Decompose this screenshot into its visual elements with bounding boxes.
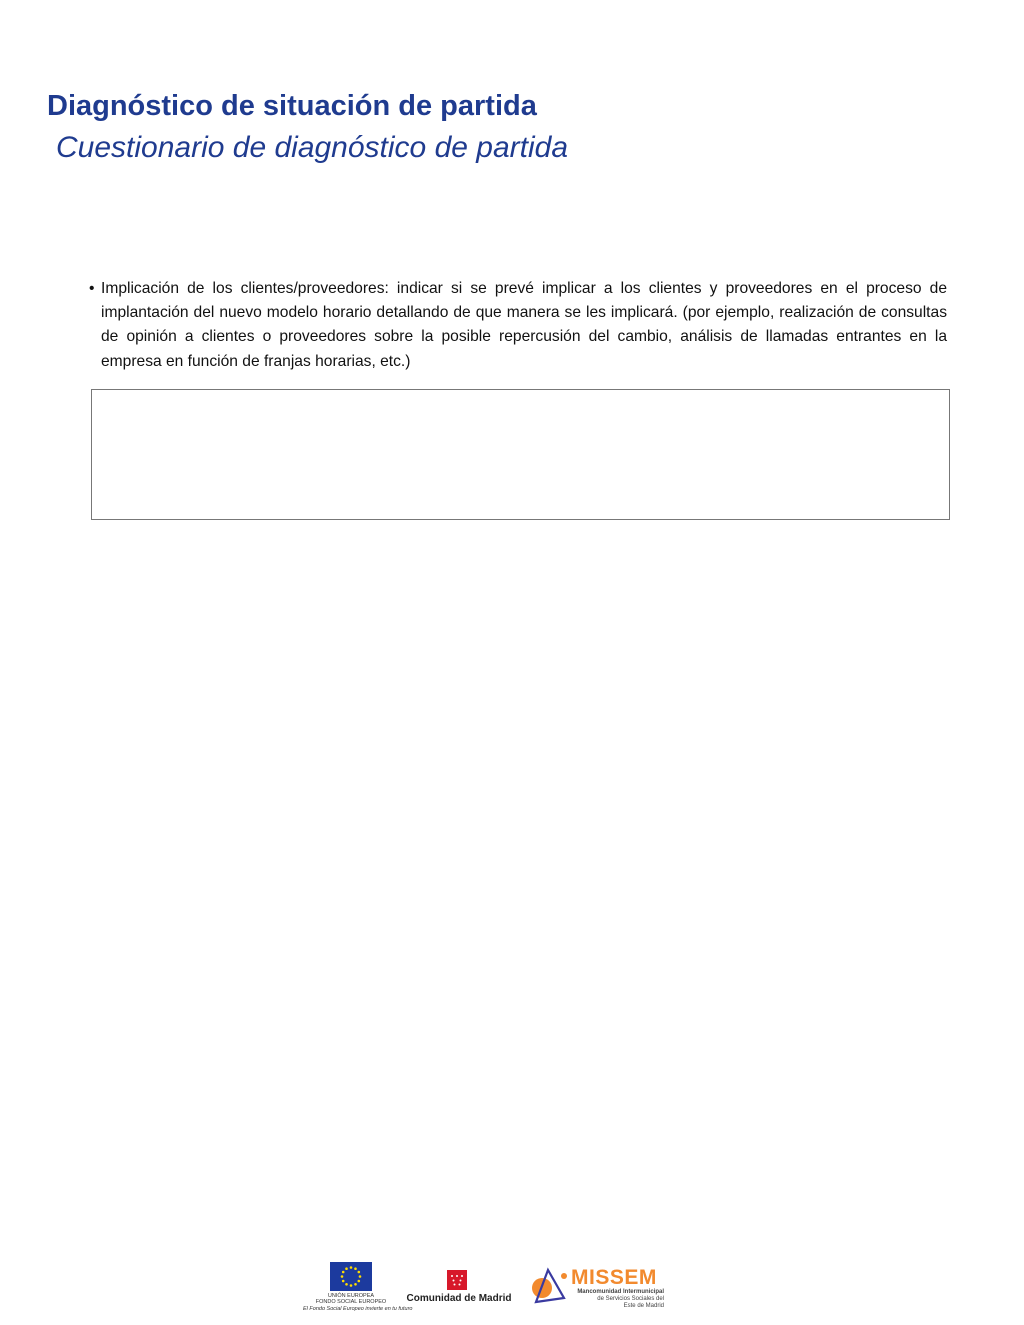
missem-line-1: Mancomunidad Intermunicipal bbox=[577, 1289, 664, 1295]
madrid-label: Comunidad de Madrid bbox=[406, 1293, 512, 1304]
missem-mark-icon bbox=[528, 1264, 572, 1308]
eu-flag-icon bbox=[330, 1262, 372, 1291]
missem-logo bbox=[528, 1264, 668, 1318]
missem-name: MISSEM bbox=[571, 1266, 657, 1289]
bullet-icon: • bbox=[89, 280, 95, 297]
footer-logos bbox=[0, 1260, 1024, 1320]
missem-line-3: Este de Madrid bbox=[623, 1303, 664, 1309]
eu-label-fund: FONDO SOCIAL EUROPEO bbox=[315, 1299, 387, 1305]
eu-label-slogan: El Fondo Social Europeo invierte en tu futuro bbox=[303, 1306, 413, 1312]
answer-box[interactable] bbox=[91, 389, 950, 520]
page-subtitle: Cuestionario de diagnóstico de partida bbox=[56, 131, 569, 164]
question-text: Implicación de los clientes/proveedores: indicar si se prevé implicar a los clientes y proveedores en el proceso de implantación del nuevo modelo horario detallando de que manera se les implicará. (por ejemplo, realización de consultas de opinión a clientes o proveedores sobre la posible repercusión del cambio, análisis de llamadas entrantes en la empresa en función de franjas horarias, etc.) bbox=[101, 280, 947, 370]
eu-logo bbox=[303, 1260, 413, 1318]
madrid-flag-icon bbox=[447, 1270, 467, 1290]
question-item bbox=[89, 277, 947, 374]
comunidad-madrid-logo bbox=[397, 1264, 521, 1306]
eu-label-union: UNIÓN EUROPEA bbox=[327, 1293, 375, 1299]
page-title: Diagnóstico de situación de partida bbox=[47, 90, 537, 122]
missem-line-2: de Servicios Sociales del bbox=[597, 1296, 664, 1302]
